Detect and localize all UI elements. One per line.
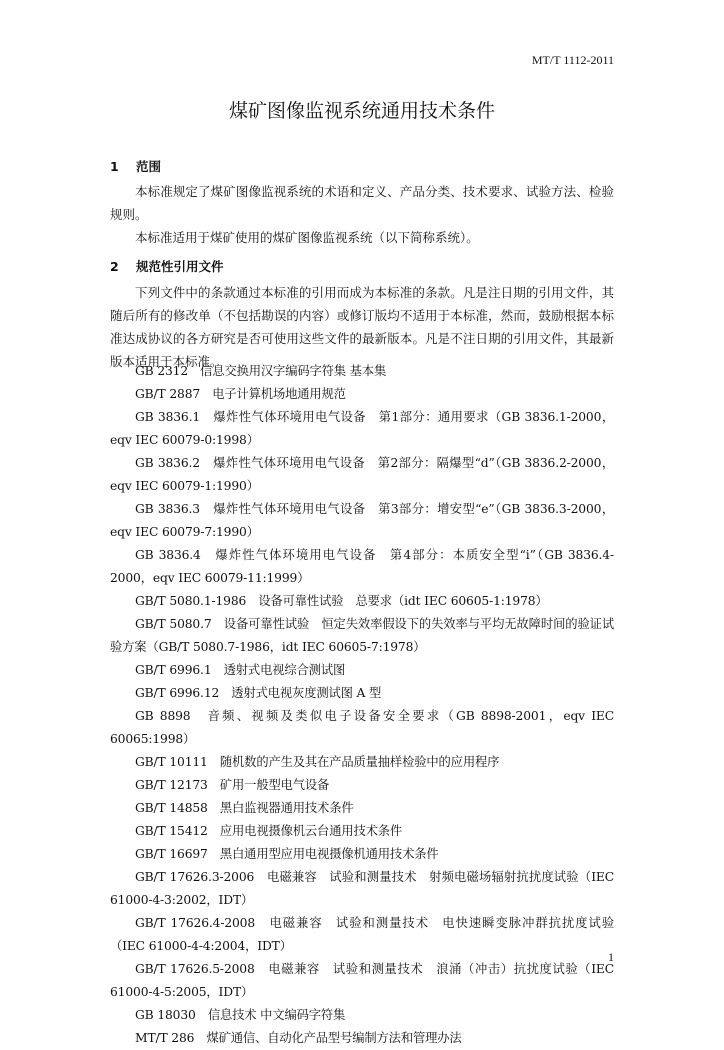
reference-item: GB/T 17626.4-2008 电磁兼容 试验和测量技术 电快速瞬变脉冲群抗扰度试验（IEC 61000-4-4:2004，IDT）	[110, 916, 614, 953]
reference-item: MT/T 286 煤矿通信、自动化产品型号编制方法和管理办法	[135, 1031, 462, 1045]
reference-item: GB/T 17626.3-2006 电磁兼容 试验和测量技术 射频电磁场辐射抗扰度试验（IEC 61000-4-3:2002，IDT）	[110, 870, 614, 907]
reference-item: GB 2312 信息交换用汉字编码字符集 基本集	[135, 364, 387, 378]
section-1-heading	[110, 157, 161, 175]
reference-item: GB 18030 信息技术 中文编码字符集	[135, 1008, 346, 1022]
reference-list	[110, 360, 614, 1050]
section-2-title: 规范性引用文件	[136, 259, 224, 274]
reference-item: GB/T 6996.1 透射式电视综合测试图	[135, 663, 346, 677]
reference-item: GB 3836.4 爆炸性气体环境用电气设备 第4部分：本质安全型“i”（GB 3836.4-2000，eqv IEC 60079-11:1999）	[110, 548, 614, 585]
reference-item: GB/T 14858 黑白监视器通用技术条件	[135, 801, 354, 815]
reference-item: GB/T 10111 随机数的产生及其在产品质量抽样检验中的应用程序	[135, 755, 500, 769]
reference-item: GB/T 12173 矿用一般型电气设备	[135, 778, 330, 792]
reference-item: GB/T 16697 黑白通用型应用电视摄像机通用技术条件	[135, 847, 439, 861]
document-title: 煤矿图像监视系统通用技术条件	[228, 100, 495, 122]
reference-item: GB/T 17626.5-2008 电磁兼容 试验和测量技术 浪涌（冲击）抗扰度试验（IEC 61000-4-5:2005，IDT）	[110, 962, 614, 999]
standard-code: MT/T 1112-2011	[531, 53, 614, 67]
section-1-paragraph-1: 本标准规定了煤矿图像监视系统的术语和定义、产品分类、技术要求、试验方法、检验规则。	[110, 184, 614, 222]
page-number: 1	[608, 950, 614, 964]
section-1-title: 范围	[136, 159, 162, 174]
reference-item: GB/T 5080.7 设备可靠性试验 恒定失效率假设下的失效率与平均无故障时间的验证试验方案（GB/T 5080.7-1986，idt IEC 60605-7:1978）	[110, 617, 614, 654]
section-2-heading	[110, 257, 224, 275]
section-2-number: 2	[110, 259, 119, 274]
reference-item: GB/T 6996.12 透射式电视灰度测试图 A 型	[135, 686, 382, 700]
reference-item: GB 3836.2 爆炸性气体环境用电气设备 第2部分：隔爆型“d”（GB 3836.2-2000，eqv IEC 60079-1:1990）	[110, 456, 614, 493]
reference-item: GB/T 2887 电子计算机场地通用规范	[135, 387, 346, 401]
section-2-intro: 下列文件中的条款通过本标准的引用而成为本标准的条款。凡是注日期的引用文件，其随后所有的修改单（不包括勘误的内容）或修订版均不适用于本标准，然而，鼓励根据本标准达成协议的各方研究是否可使用这些文件的最新版本。凡是不注日期的引用文件，其最新版本适用于本标准。	[110, 285, 614, 369]
reference-item: GB/T 5080.1-1986 设备可靠性试验 总要求（idt IEC 60605-1:1978）	[135, 594, 548, 608]
section-1-paragraph-2: 本标准适用于煤矿使用的煤矿图像监视系统（以下简称系统）。	[135, 230, 479, 245]
reference-item: GB 8898 音频、视频及类似电子设备安全要求（GB 8898-2001，eqv IEC 60065:1998）	[110, 709, 614, 746]
section-1-number: 1	[110, 159, 119, 174]
reference-item: GB/T 15412 应用电视摄像机云台通用技术条件	[135, 824, 403, 838]
reference-item: GB 3836.3 爆炸性气体环境用电气设备 第3部分：增安型“e”（GB 3836.3-2000，eqv IEC 60079-7:1990）	[110, 502, 614, 539]
reference-item: GB 3836.1 爆炸性气体环境用电气设备 第1部分：通用要求（GB 3836.1-2000，eqv IEC 60079-0:1998）	[110, 410, 614, 447]
